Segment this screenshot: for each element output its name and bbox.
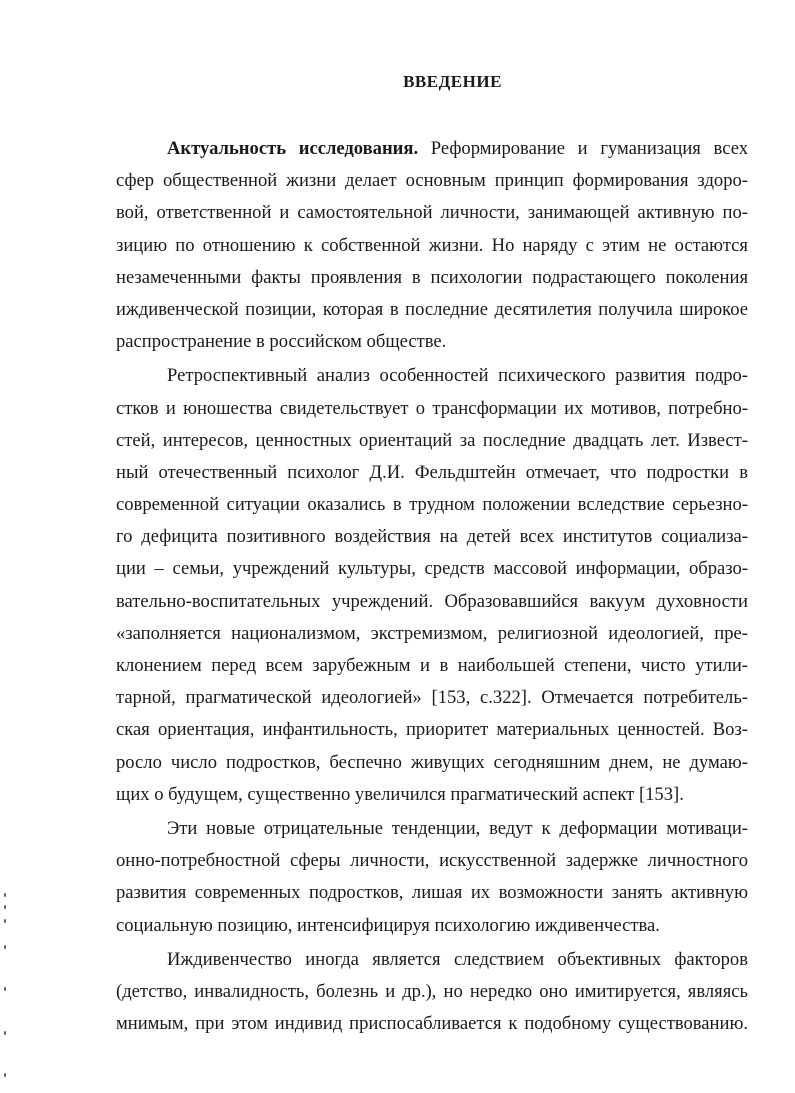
text-line: го дефицита позитивного воздействия на детей всех институтов социализа-: [116, 526, 748, 548]
text-line: распространение в российском обществе.: [116, 331, 447, 353]
text-line: стей, интересов, ценностных ориентаций за последние двадцать лет. Извест-: [116, 429, 748, 451]
page-heading: ВВЕДЕНИЕ: [403, 72, 502, 91]
text-line: сфер общественной жизни делает основным принцип формирования здоро-: [116, 170, 748, 192]
scan-speck: [4, 905, 6, 909]
text-line: [116, 133, 748, 165]
text-line: вательно-воспитательных учреждений. Образовавшийся вакуум духовности: [116, 590, 748, 612]
paragraph-retrospective: [116, 360, 748, 811]
text-line: щих о будущем, существенно увеличился прагматический аспект [153].: [116, 783, 684, 805]
text-line: ская ориентация, инфантильность, приоритет материальных ценностей. Воз-: [116, 719, 748, 741]
paragraph-relevance: [116, 133, 748, 358]
scan-speck: [4, 945, 6, 949]
text-line: «заполняется национализмом, экстремизмом, религиозной идеологией, пре-: [116, 622, 748, 644]
text-line: развития современных подростков, лишая их возможности занять активную: [116, 882, 748, 904]
scan-speck: [4, 1031, 6, 1035]
text-line: незамеченными факты проявления в психологии подрастающего поколения: [116, 266, 748, 288]
text-line: (детство, инвалидность, болезнь и др.), но нередко оно имитируется, являясь: [116, 980, 748, 1002]
text-line: вой, ответственной и самостоятельной личности, занимающей активную по-: [116, 202, 748, 224]
text-line: зицию по отношению к собственной жизни. Но наряду с этим не остаются: [116, 234, 748, 256]
text-line: онно-потребностной сферы личности, искусственной задержке личностного: [116, 850, 748, 872]
text-line: ный отечественный психолог Д.И. Фельдштейн отмечает, что подростки в: [116, 461, 748, 483]
scan-speck: [4, 1073, 6, 1077]
text-line: Иждивенчество иногда является следствием объективных факторов: [167, 948, 748, 970]
scan-speck: [4, 987, 6, 991]
scan-margin-marks: [4, 885, 10, 1085]
text-line: стков и юношества свидетельствует о трансформации их мотивов, потребно-: [116, 397, 748, 419]
text-fragment: Реформирование и гуманизация всех: [418, 138, 748, 159]
body-text: [116, 133, 748, 1040]
paragraph-dependency: [116, 944, 748, 1041]
scan-speck: [4, 919, 6, 923]
scan-speck: [4, 893, 6, 897]
text-line: росло число подростков, беспечно живущих сегодняшним днем, не думаю-: [116, 751, 748, 773]
lead-phrase: Актуальность исследования.: [167, 138, 419, 159]
text-line: ции – семьи, учреждений культуры, средств массовой информации, образо-: [116, 558, 748, 580]
text-line: Ретроспективный анализ особенностей психического развития подро-: [167, 365, 748, 387]
text-line: мнимым, при этом индивид приспосабливается к подобному существованию.: [116, 1013, 748, 1035]
text-line: клонением перед всем зарубежным и в наибольшей степени, чисто утили-: [116, 655, 748, 676]
text-line: Эти новые отрицательные тенденции, ведут к деформации мотиваци-: [167, 817, 748, 839]
text-line: социальную позицию, интенсифицируя психологию иждивенчества.: [116, 914, 660, 936]
text-line: современной ситуации оказались в трудном положении вследствие серьезно-: [116, 494, 748, 516]
text-line: тарной, прагматической идеологией» [153, с.322]. Отмечается потребитель-: [116, 687, 748, 709]
paragraph-tendencies: [116, 813, 748, 942]
text-line: иждивенческой позиции, которая в последние десятилетия получила широкое: [116, 298, 748, 320]
